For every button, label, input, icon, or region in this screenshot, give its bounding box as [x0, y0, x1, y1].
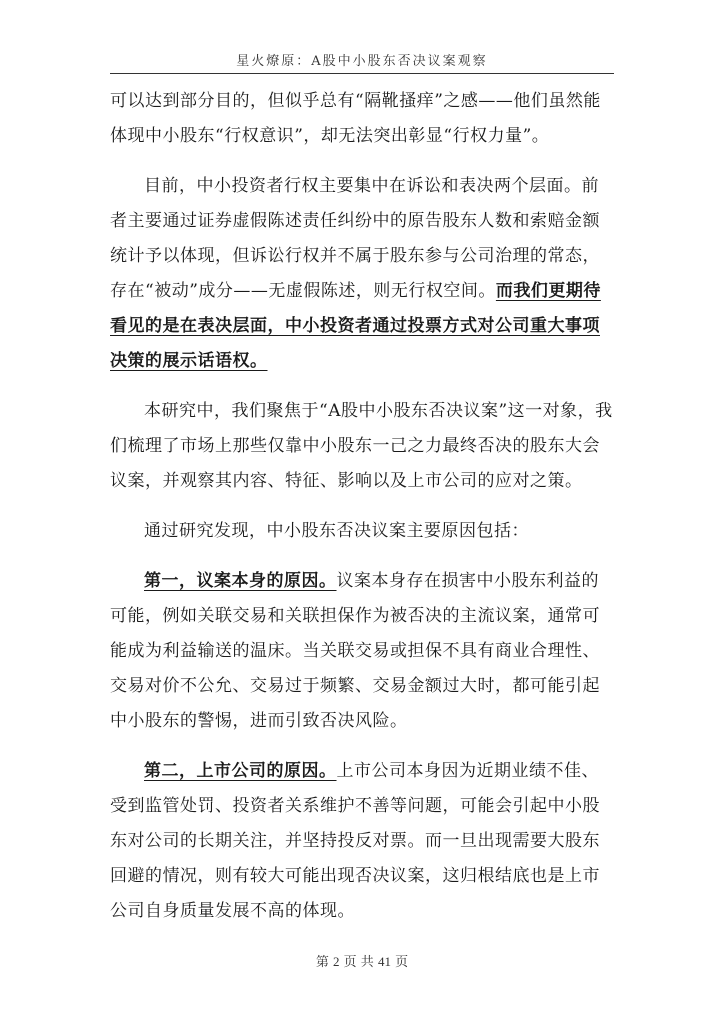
- page-footer: [0, 951, 724, 970]
- paragraph-3-text: 本研究中，我们聚焦于“A股中小股东否决议案”这一对象，我们梳理了市场上那些仅靠中小股东一己之力最终否决的股东大会议案，并观察其内容、特征、影响以及上市公司的应对之策。: [110, 401, 613, 491]
- paragraph-3: [110, 394, 614, 499]
- paragraph-1-text: 可以达到部分目的，但似乎总有“隔靴搔痒”之感——他们虽然能体现中小股东“行权意识”，却无法突出彰显“行权力量”。: [110, 91, 601, 146]
- paragraph-2-emphasis: 而我们更期待看见的是在表决层面，中小投资者通过投票方式对公司重大事项决策的展示话语权。: [110, 281, 601, 371]
- footer-total-pages: 41: [377, 954, 391, 969]
- paragraph-2-text: 目前，中小投资者行权主要集中在诉讼和表决两个层面。前者主要通过证券虚假陈述责任纠纷中的原告股东人数和索赔金额统计予以体现，但诉讼行权并不属于股东参与公司治理的常态，存在“被动”成分——无虚假陈述，则无行权空间。: [110, 176, 600, 301]
- paragraph-5-heading: 第一，议案本身的原因。: [144, 571, 337, 591]
- footer-prefix: 第: [315, 955, 329, 970]
- paragraph-6: [110, 754, 614, 929]
- document-body: [110, 84, 614, 929]
- paragraph-5-text: 议案本身存在损害中小股东利益的可能，例如关联交易和关联担保作为被否决的主流议案，通常可能成为利益输送的温床。当关联交易或担保不具有商业合理性、交易对价不公允、交易过于频繁、交易金额过大时，都可能引起中小股东的警惕，进而引致否决风险。: [110, 571, 600, 731]
- paragraph-6-heading: 第二，上市公司的原因。: [144, 761, 337, 781]
- header-rule: [110, 73, 614, 74]
- footer-suffix: 页: [395, 955, 409, 970]
- paragraph-1: [110, 84, 614, 154]
- paragraph-2: [110, 169, 614, 379]
- paragraph-6-text: 上市公司本身因为近期业绩不佳、受到监管处罚、投资者关系维护不善等问题，可能会引起中小股东对公司的长期关注，并坚持投反对票。而一旦出现需要大股东回避的情况，则有较大可能出现否决议案，这归根结底也是上市公司自身质量发展不高的体现。: [110, 761, 600, 921]
- page-header: 星火燎原：A股中小股东否决议案观察: [236, 54, 488, 69]
- footer-page-number: 2: [333, 954, 340, 969]
- paragraph-4-text: 通过研究发现，中小股东否决议案主要原因包括：: [144, 521, 529, 541]
- paragraph-4: [110, 514, 614, 549]
- footer-middle: 页 共: [343, 955, 374, 970]
- paragraph-5: [110, 564, 614, 739]
